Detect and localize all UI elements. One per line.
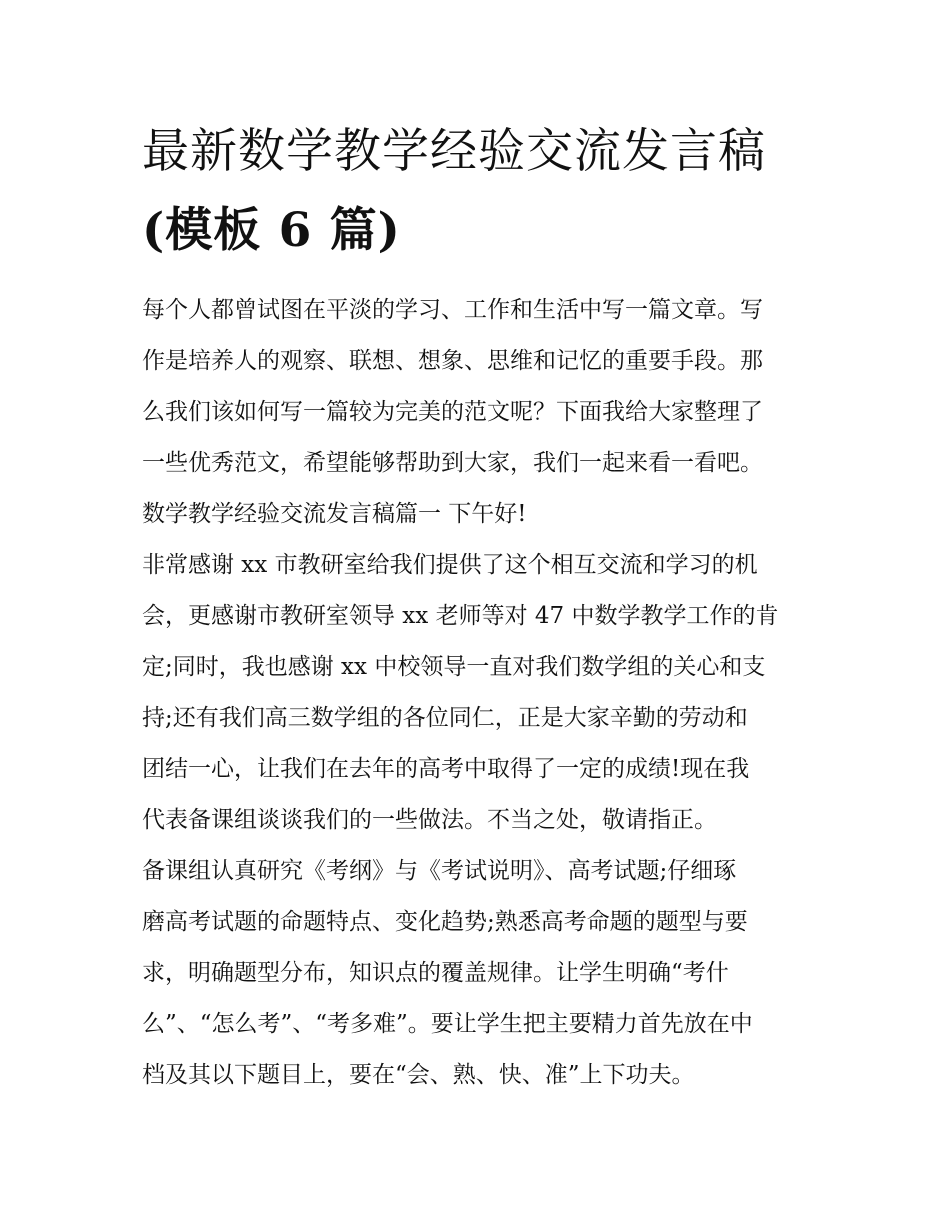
text-line: 持;还有我们高三数学组的各位同仁，正是大家辛勤的劳动和 (142, 705, 748, 731)
text-line: 团结一心，让我们在去年的高考中取得了一定的成绩!现在我 (142, 756, 750, 782)
text-line: 每个人都曾试图在平淡的学习、工作和生活中写一篇文章。写 (142, 297, 763, 323)
title-line-1: 最新数学教学经验交流发言稿 (142, 124, 766, 179)
text-line: 备课组认真研究《考纲》与《考试说明》、高考试题;仔细琢 (142, 858, 737, 884)
title-line-2: (模板 6 篇) (142, 203, 401, 258)
text-line: 么我们该如何写一篇较为完美的范文呢？下面我给大家整理了 (142, 399, 763, 425)
document-title (142, 112, 814, 270)
text-line: 档及其以下题目上，要在“会、熟、快、准”上下功夫。 (142, 1062, 695, 1088)
text-line: 代表备课组谈谈我们的一些做法。不当之处，敬请指正。 (142, 807, 717, 833)
text-line: 一些优秀范文，希望能够帮助到大家，我们一起来看一看吧。 (142, 450, 763, 476)
text-line: 磨高考试题的命题特点、变化趋势;熟悉高考命题的题型与要 (142, 909, 748, 935)
paragraph-1 (142, 540, 814, 846)
document-page (142, 112, 814, 1101)
section-heading (142, 489, 814, 540)
intro-paragraph (142, 285, 814, 489)
text-line: 会，更感谢市教研室领导 xx 老师等对 47 中数学教学工作的肯 (142, 603, 779, 629)
section-heading-text: 数学教学经验交流发言稿篇一 下午好! (142, 501, 527, 527)
text-line: 非常感谢 xx 市教研室给我们提供了这个相互交流和学习的机 (142, 552, 758, 578)
text-line: 么”、“怎么考”、“考多难”。要让学生把主要精力首先放在中 (142, 1011, 753, 1037)
text-line: 定;同时，我也感谢 xx 中校领导一直对我们数学组的关心和支 (142, 654, 766, 680)
document-body (142, 285, 814, 1101)
text-line: 作是培养人的观察、联想、想象、思维和记忆的重要手段。那 (142, 348, 763, 374)
paragraph-2 (142, 846, 814, 1101)
text-line: 求，明确题型分布，知识点的覆盖规律。让学生明确“考什 (142, 960, 729, 986)
